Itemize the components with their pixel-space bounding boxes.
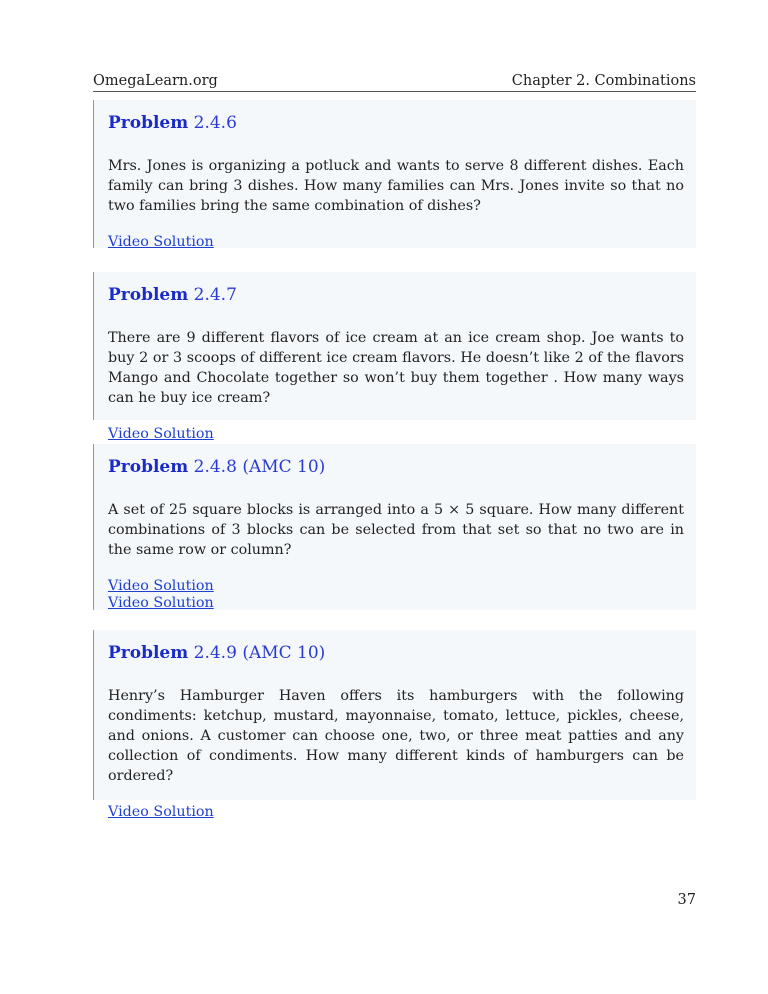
solution-links xyxy=(108,426,684,443)
problem-keyword: Problem xyxy=(108,457,189,477)
problem-number: 2.4.7 xyxy=(193,285,237,305)
problem-box xyxy=(93,444,696,610)
video-solution-link[interactable]: Video Solution xyxy=(108,426,214,442)
problem-number: 2.4.9 xyxy=(193,643,237,663)
video-solution-link[interactable]: Video Solution xyxy=(108,804,214,820)
site-name: OmegaLearn.org xyxy=(93,73,218,89)
problem-text: Henry’s Hamburger Haven offers its hamburgers with the following condiments: ketchup, mustard, mayonnaise, tomato, lettuce, pickles, cheese, and onions. A customer can choose one, two, or three meat patties and any collection of condiments. How many different kinds of hamburgers can be ordered? xyxy=(108,688,684,784)
problem-number: 2.4.6 xyxy=(193,113,237,133)
problem-text: Mrs. Jones is organizing a potluck and wants to serve 8 different dishes. Each family can bring 3 dishes. How many families can Mrs. Jones invite so that no two families bring the same combination of dishes? xyxy=(108,158,684,214)
problem-box xyxy=(93,272,696,442)
video-solution-link[interactable]: Video Solution xyxy=(108,595,214,611)
problem-text: A set of 25 square blocks is arranged into a 5 × 5 square. How many different combinations of 3 blocks can be selected from that set so that no two are in the same row or column? xyxy=(108,502,684,558)
problem-title xyxy=(108,112,684,134)
problem-title xyxy=(108,642,684,664)
problem-title xyxy=(108,284,684,306)
solution-links xyxy=(108,804,684,821)
chapter-title: Chapter 2. Combinations xyxy=(511,73,696,89)
problem-number: 2.4.8 xyxy=(193,457,237,477)
problem-keyword: Problem xyxy=(108,643,189,663)
page-number: 37 xyxy=(677,892,696,908)
problem-source-tag: (AMC 10) xyxy=(242,643,326,663)
problem-keyword: Problem xyxy=(108,285,189,305)
problem-source-tag: (AMC 10) xyxy=(242,457,326,477)
header-rule xyxy=(93,91,696,92)
video-solution-link[interactable]: Video Solution xyxy=(108,234,214,250)
running-header xyxy=(93,72,696,90)
problem-box xyxy=(93,100,696,248)
problem-box xyxy=(93,630,696,820)
problem-title xyxy=(108,456,684,478)
problem-text: There are 9 different flavors of ice cream at an ice cream shop. Joe wants to buy 2 or 3 scoops of different ice cream flavors. He doesn’t like 2 of the flavors Mango and Chocolate together so won’t buy them together . How many ways can he buy ice cream? xyxy=(108,330,684,406)
solution-links xyxy=(108,234,684,251)
solution-links xyxy=(108,578,684,612)
video-solution-link[interactable]: Video Solution xyxy=(108,578,214,594)
problem-keyword: Problem xyxy=(108,113,189,133)
